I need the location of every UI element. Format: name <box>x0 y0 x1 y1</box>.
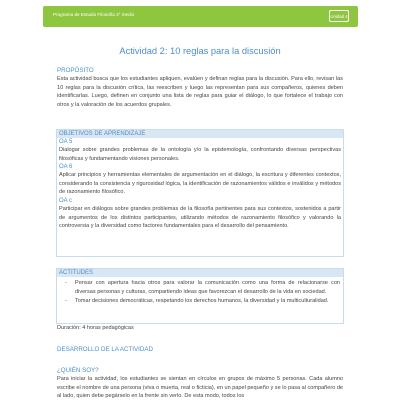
who-heading: ¿QUIÉN SOY? <box>57 367 99 374</box>
objective-text: Participar en diálogos sobre grandes problemas de la filosofía pertinentes para sus contextos, sostenidos a partir de argumentos de los distintos participantes, utilizando métodos de razonamiento filosófico y valorando la controversia y la diversidad como factores fundamentales para el desarrollo del pensamiento. <box>59 205 341 230</box>
list-item <box>57 297 343 306</box>
dash-bullet-icon: - <box>65 280 67 286</box>
duration-text: Duración: 4 horas pedagógicas <box>57 325 134 331</box>
objectives-heading: OBJETIVOS DE APRENDIZAJE <box>57 130 343 138</box>
who-text: Para iniciar la actividad, los estudiantes se sientan en círculos en grupos de máximo 5 personas. Cada alumno escribe el nombre de una persona (viva o muerta, real o ficticia), en un papel pequeño y se lo pasa al compañero de al lado, quien debe pegárselo en la frente sin verlo. De esta modo, todos los <box>57 376 343 400</box>
purpose-heading: PROPÓSITO <box>57 67 94 74</box>
objective-text: Dialogar sobre grandes problemas de la ontología y/o la epistemología, confrontando diversas perspectivas filosóficas y fundamentando visiones personales. <box>59 147 341 162</box>
attitudes-box <box>56 268 344 324</box>
attitudes-heading: ACTITUDES <box>57 269 343 277</box>
header-bar <box>43 6 358 27</box>
objective-code: OA 6 <box>59 164 73 171</box>
unit-badge: Unidad 4 <box>329 10 349 22</box>
objectives-box <box>56 129 344 257</box>
objective-code: OA c <box>59 197 73 204</box>
attitude-text: Tomar decisiones democráticas, respetando los derechos humanos, la diversidad y la multiculturalidad. <box>75 298 329 305</box>
objective-text: Aplicar principios y herramientas elementales de argumentación en el diálogo, la escritura y diferentes contextos, considerando la consistencia y rigurosidad lógica, la identificación de razonamientos válidos e inválidos y métodos de razonamiento filosófico. <box>59 172 341 196</box>
objective-code: OA 5 <box>59 139 73 145</box>
development-heading: DESARROLLO DE LA ACTIVIDAD <box>57 346 153 353</box>
dash-bullet-icon: - <box>65 298 67 305</box>
activity-title: Actividad 2: 10 reglas para la discusión <box>119 46 281 56</box>
program-title: Programa de Estudio Filosofía 3° medio <box>53 12 135 17</box>
list-item <box>57 279 343 296</box>
purpose-text: Esta actividad busca que los estudiantes apliquen, evalúen y definan reglas para la discusión. Para ello, revisan las 10 reglas para la discusión crítica, las reescriben y luego las representan para sus compañeros, quienes deben identificarlas. Luego, definen en conjunto una lista de reglas para guiar el diálogo, lo que fortalece el trabajo con otros y la valoración de los acuerdos grupales. <box>57 76 343 108</box>
attitude-text: Pensar con apertura hacia otros para valorar la comunicación como una forma de relacionarse con diversas personas y culturas, compartiendo ideas que favorezcan el desarrollo de la vida en sociedad. <box>75 280 340 295</box>
